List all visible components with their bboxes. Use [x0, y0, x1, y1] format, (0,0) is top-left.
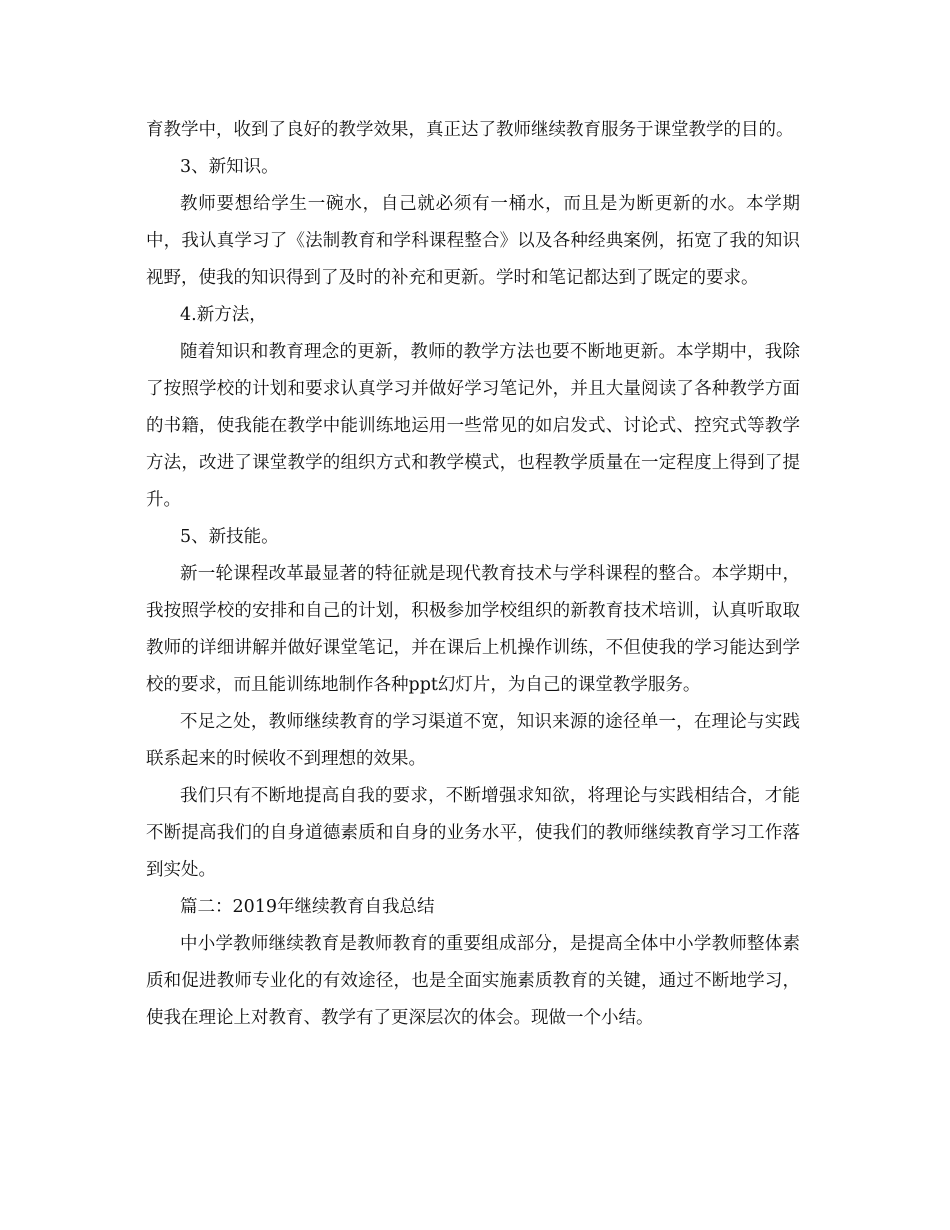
- paragraph-new-knowledge: 教师要想给学生一碗水，自己就必须有一桶水，而且是为断更新的水。本学期中，我认真学习了《法制教育和学科课程整合》以及各种经典案例，拓宽了我的知识视野，使我的知识得到了及时的补充和更新。学时和笔记都达到了既定的要求。: [146, 194, 800, 288]
- section-heading-new-skills: 5、新技能。: [180, 527, 279, 547]
- paragraph-new-skills: 新一轮课程改革最显著的特征就是现代教育技术与学科课程的整合。本学期中，我按照学校的安排和自己的计划，积极参加学校组织的新教育技术培训，认真听取取教师的详细讲解并做好课堂笔记，并在课后上机操作训练，不但使我的学习能达到学校的要求，而且能训练地制作各种ppt幻灯片，为自己的课堂教学服务。: [146, 564, 800, 695]
- document-body: [146, 112, 800, 1037]
- section-heading-new-methods: 4.新方法，: [180, 305, 267, 325]
- paragraph-shortcomings: 不足之处，教师继续教育的学习渠道不宽，知识来源的途径单一，在理论与实践联系起来的时候收不到理想的效果。: [146, 712, 800, 769]
- paragraph-new-methods: 随着知识和教育理念的更新，教师的教学方法也要不断地更新。本学期中，我除了按照学校的计划和要求认真学习并做好学习笔记外，并且大量阅读了各种教学方面的书籍，使我能在教学中能训练地运用一些常见的如启发式、讨论式、控究式等教学方法，改进了课堂教学的组织方式和教学模式，也程教学质量在一定程度上得到了提升。: [146, 342, 800, 510]
- paragraph-conclusion: 我们只有不断地提高自我的要求，不断增强求知欲，将理论与实践相结合，才能不断提高我们的自身道德素质和自身的业务水平，使我们的教师继续教育学习工作落到实处。: [146, 786, 800, 880]
- section-heading-new-knowledge: 3、新知识。: [180, 157, 279, 177]
- paragraph-part-two-intro: 中小学教师继续教育是教师教育的重要组成部分，是提高全体中小学教师整体素质和促进教师专业化的有效途径，也是全面实施素质教育的关键，通过不断地学习，使我在理论上对教育、教学有了更深层次的体会。现做一个小结。: [146, 934, 800, 1028]
- section-heading-part-two: 篇二：2019年继续教育自我总结: [180, 897, 435, 917]
- paragraph-continued: 育教学中，收到了良好的教学效果，真正达了教师继续教育服务于课堂教学的目的。: [146, 120, 794, 140]
